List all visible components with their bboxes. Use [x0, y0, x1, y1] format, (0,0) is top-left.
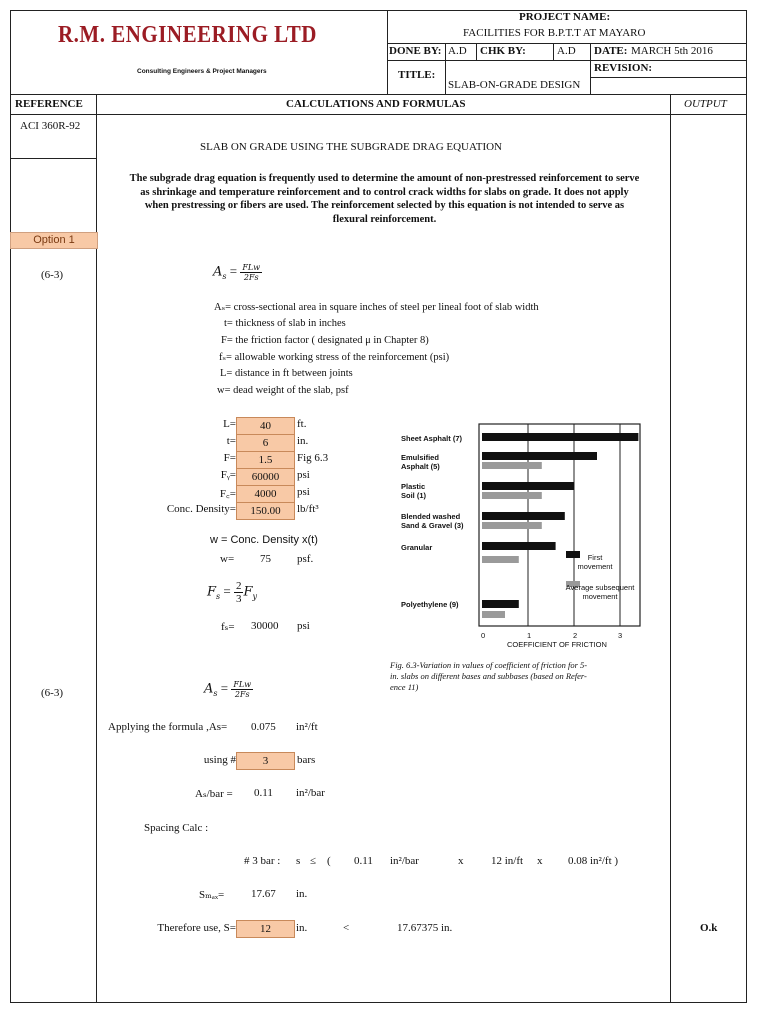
input-t-unit: in. — [297, 435, 309, 447]
bar-unit: bars — [297, 754, 316, 766]
cat-label-0: Sheet Asphalt (7) — [401, 434, 462, 443]
chk-by-value: A.D — [557, 45, 576, 57]
def-t: t= thickness of slab in inches — [224, 318, 346, 329]
legend-avg-label — [554, 583, 646, 601]
legend-avg-text: Average subsequent movement — [565, 583, 635, 601]
formula-lhs: A — [213, 264, 223, 280]
caption-line-2: in. slabs on different bases and subbases (based on Refer- — [390, 671, 587, 681]
formula-equals: = — [229, 263, 238, 279]
header-divider — [387, 10, 388, 94]
def-f: F= the friction factor ( designated μ in Chapter 8) — [221, 335, 429, 346]
fs-numerator: 2 — [235, 580, 242, 592]
spacing-bar: # 3 bar : — [244, 855, 281, 867]
spacing-asbar-unit: in²/bar — [390, 855, 419, 867]
intro-line-3: when prestressing or fibers are used. The reinforcement selected by this equation is not intended to serve as — [144, 200, 625, 211]
input-t[interactable]: 6 — [236, 434, 295, 452]
cat-label-4: Granular — [401, 543, 433, 552]
input-t-label: t= — [226, 435, 236, 447]
bar-label: using # — [203, 754, 236, 766]
colhead-bottom-line — [10, 114, 747, 115]
bar-first-3 — [482, 512, 565, 520]
section-heading: SLAB ON GRADE USING THE SUBGRADE DRAG EQUATION — [200, 141, 502, 153]
intro-line-1: The subgrade drag equation is frequently used to determine the amount of non-prestressed reinforcement to serve — [129, 173, 640, 184]
use-unit: in. — [296, 922, 308, 934]
company-logo: R.M. ENGINEERING LTD — [58, 20, 317, 48]
caption-line-1: Fig. 6.3-Variation in values of coefficient of friction for 5- — [390, 660, 588, 670]
asbar-value: 0.11 — [254, 787, 273, 799]
date-label: DATE: — [594, 45, 628, 57]
fs-value: 30000 — [251, 620, 279, 632]
def-as: Aₛ= cross-sectional area in square inches of steel per lineal foot of slab width — [214, 302, 539, 313]
company-tagline: Consulting Engineers & Project Managers — [137, 68, 267, 75]
header-v3 — [553, 43, 554, 60]
w-unit: psf. — [297, 553, 314, 565]
formula2-numerator: FLw — [233, 680, 252, 689]
col-calculations: CALCULATIONS AND FORMULAS — [286, 98, 466, 110]
header-row3-line — [590, 77, 747, 78]
input-density[interactable]: 150.00 — [236, 502, 295, 520]
legend-first-text: First movement — [577, 553, 613, 571]
done-by-value: A.D — [448, 45, 467, 57]
formula2-equals: = — [220, 680, 229, 696]
input-density-unit: lb/ft³ — [297, 503, 319, 515]
date-value: MARCH 5th 2016 — [631, 45, 713, 57]
figure-caption — [390, 660, 587, 693]
border-top — [10, 10, 747, 11]
input-fy-label: Fᵧ= — [220, 469, 236, 481]
xtick-1: 1 — [527, 631, 532, 640]
bar-first-4 — [482, 542, 556, 550]
ref-eq-1: (6-3) — [41, 269, 63, 281]
bar-avg-3 — [482, 522, 542, 529]
def-l: L= distance in ft between joints — [220, 368, 353, 379]
w-formula: w = Conc. Density x(t) — [210, 534, 318, 546]
legend-first-label — [570, 553, 620, 571]
spacing-as: 0.08 in²/ft ) — [568, 855, 619, 867]
smax-unit: in. — [296, 888, 308, 900]
output-ok: O.k — [700, 922, 718, 934]
formula2-denominator: 2Fs — [234, 690, 250, 699]
border-right — [746, 10, 747, 1003]
revision-label: REVISION: — [594, 62, 653, 74]
intro-line-2: as shrinkage and temperature reinforcement and to control crack widths for slabs on grade. It does not apply — [140, 186, 629, 198]
cat-label-1 — [401, 453, 461, 471]
fs-label: fₛ= — [221, 621, 235, 633]
bar-input[interactable]: 3 — [236, 752, 295, 770]
cat-label-5-text: Polyethylene (9) — [401, 600, 459, 609]
spacing-leq: ≤ — [310, 855, 317, 867]
project-name-label: PROJECT NAME: — [519, 11, 611, 23]
cat-label-5 — [401, 600, 461, 609]
xtick-0: 0 — [481, 631, 486, 640]
input-fc-unit: psi — [297, 486, 310, 498]
bar-avg-5 — [482, 611, 505, 618]
xtick-2: 2 — [573, 631, 578, 640]
bar-first-0 — [482, 433, 638, 441]
fs-denominator: 3 — [235, 593, 242, 605]
input-density-label: Conc. Density= — [166, 503, 236, 515]
friction-chart — [396, 420, 646, 652]
use-input[interactable]: 12 — [236, 920, 295, 938]
formula-numerator: FLw — [242, 263, 261, 272]
formula2-lhs-sub: s — [213, 689, 218, 699]
fs-lhs: F — [207, 584, 217, 600]
fs-lhs-sub: s — [216, 592, 221, 602]
header-v5 — [445, 60, 446, 94]
input-f-unit: Fig 6.3 — [297, 452, 329, 464]
x-axis-label: COEFFICIENT OF FRICTION — [507, 640, 607, 649]
bar-avg-2 — [482, 492, 542, 499]
xtick-3: 3 — [618, 631, 623, 640]
as-result-unit: in²/ft — [296, 721, 318, 733]
border-bottom — [10, 1002, 747, 1003]
smax-label: Sₘₐₓ= — [199, 889, 225, 901]
bar-first-2 — [482, 482, 574, 490]
ref-code-line — [10, 158, 97, 159]
ref-eq-2: (6-3) — [41, 687, 63, 699]
as-result-label: Applying the formula ,As= — [108, 721, 228, 733]
w-label: w= — [220, 553, 235, 565]
title-value: SLAB-ON-GRADE DESIGN — [448, 79, 581, 91]
fs-unit: psi — [297, 620, 310, 632]
col-reference: REFERENCE — [15, 98, 83, 110]
formula-fs — [207, 580, 257, 605]
input-fy[interactable]: 60000 — [236, 468, 295, 486]
header-row2-line — [387, 60, 747, 61]
col-out-line — [670, 94, 671, 1002]
ref-code: ACI 360R-92 — [20, 120, 81, 132]
header-row1-line — [387, 43, 747, 44]
title-label: TITLE: — [398, 69, 436, 81]
asbar-unit: in²/bar — [296, 787, 325, 799]
fs-rhs: F — [243, 584, 253, 600]
spacing-inft: 12 in/ft — [491, 855, 524, 867]
header-v1 — [445, 43, 446, 60]
compare-sign: < — [343, 922, 350, 934]
input-fc[interactable]: 4000 — [236, 485, 295, 503]
formula2-fraction — [231, 680, 253, 699]
spacing-label: Spacing Calc : — [144, 822, 209, 834]
intro-paragraph — [97, 172, 672, 226]
as-result-value: 0.075 — [251, 721, 276, 733]
fs-rhs-sub: y — [252, 592, 258, 602]
w-value: 75 — [260, 553, 271, 565]
input-l-unit: ft. — [297, 418, 307, 430]
cat-label-3-text: Blended washed Sand & Gravel (3) — [401, 512, 464, 530]
asbar-label: Aₛ/bar = — [195, 788, 233, 800]
input-l[interactable]: 40 — [236, 417, 295, 435]
spacing-asbar: 0.11 — [354, 855, 373, 867]
smax-value: 17.67 — [251, 888, 276, 900]
formula-as-2 — [204, 680, 253, 699]
formula-denominator: 2Fs — [243, 273, 259, 282]
input-l-label: L= — [223, 418, 236, 430]
cat-label-2-text: Plastic Soil (1) — [401, 482, 427, 500]
bar-avg-1 — [482, 462, 542, 469]
formula-fraction — [240, 263, 262, 282]
cat-label-3 — [401, 512, 479, 530]
cat-label-1-text: Emulsified Asphalt (5) — [401, 453, 440, 471]
input-fc-label: F꜀= — [219, 488, 236, 500]
formula2-lhs: A — [204, 681, 214, 697]
def-w: w= dead weight of the slab, psf — [217, 385, 349, 396]
formula-lhs-sub: s — [222, 272, 227, 282]
col-ref-line — [96, 94, 97, 1002]
def-fs: fₛ= allowable working stress of the reinforcement (psi) — [219, 352, 450, 363]
spacing-s: s — [296, 855, 301, 867]
chk-by-label: CHK BY: — [480, 45, 526, 57]
use-label: Therefore use, S= — [157, 922, 236, 934]
spacing-x1: x — [458, 855, 464, 867]
col-output: OUTPUT — [684, 98, 727, 110]
header-v2 — [476, 43, 477, 60]
header-v4 — [590, 43, 591, 94]
fs-equals: = — [223, 583, 231, 599]
option-tab[interactable]: Option 1 — [10, 232, 98, 249]
formula-as-1 — [213, 263, 262, 282]
input-f[interactable]: 1.5 — [236, 451, 295, 469]
input-fy-unit: psi — [297, 469, 310, 481]
caption-line-3: ence 11) — [390, 682, 419, 692]
input-f-label: F= — [223, 452, 236, 464]
intro-line-4: flexural reinforcement. — [332, 213, 437, 225]
spacing-paren: ( — [327, 855, 331, 867]
bar-first-1 — [482, 452, 597, 460]
project-name: FACILITIES FOR B.P.T.T AT MAYARO — [463, 27, 646, 39]
compare-value: 17.67375 in. — [397, 922, 453, 934]
bar-avg-4 — [482, 556, 519, 563]
cat-label-2 — [401, 482, 441, 500]
spacing-x2: x — [537, 855, 543, 867]
done-by-label: DONE BY: — [389, 45, 442, 57]
bar-first-5 — [482, 600, 519, 608]
header-bottom-line — [10, 94, 747, 95]
